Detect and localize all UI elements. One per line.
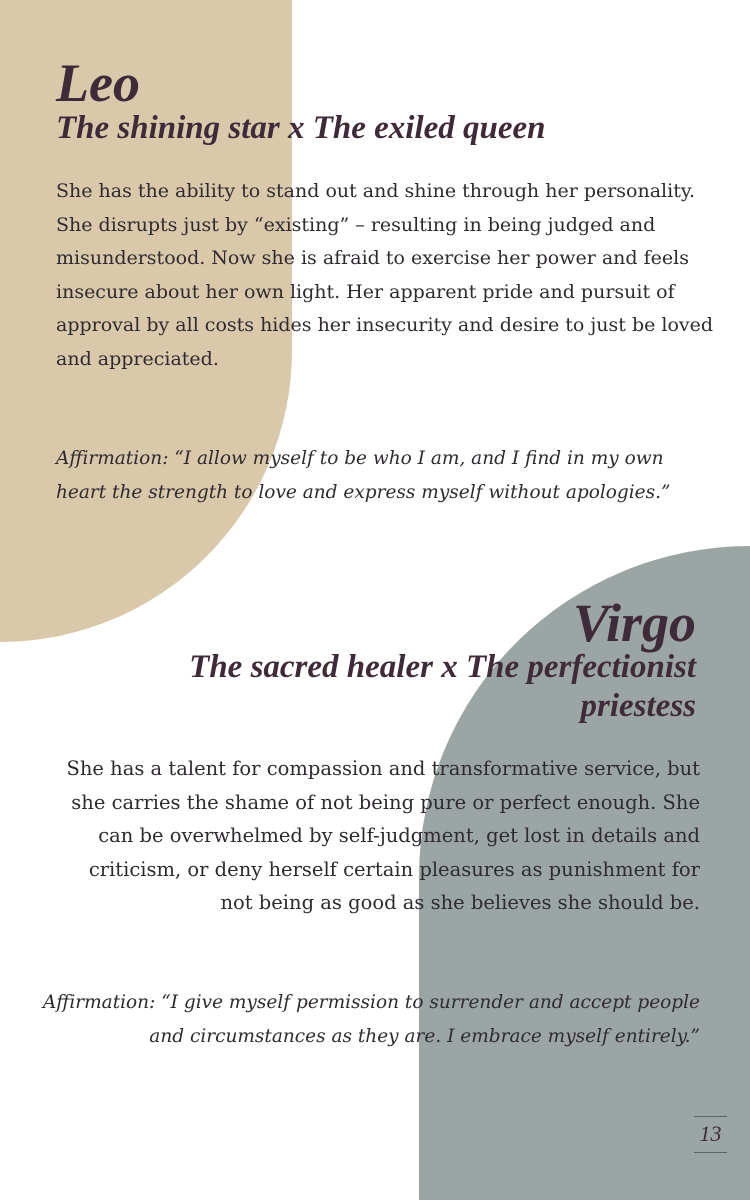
leo-description: She has the ability to stand out and shine through her personality. She disrupts just by “existing” – resulting in being judged and misunderstood. Now she is afraid to exercise her power and feels insecure about her own light. Her apparent pride and pursuit of approval by all costs hides her insecurity and desire to just be loved and appreciated.	[56, 180, 714, 370]
leo-subtitle: The shining star x The exiled queen	[56, 110, 546, 146]
virgo-description: She has a talent for compassion and transformative service, but she carries the shame of not being pure or perfect enough. She can be overwhelmed by self-judgment, get lost in details and criticism, or deny herself certain pleasures as punishment for not being as good as she believes she should be.	[66, 757, 700, 914]
virgo-subtitle: The sacred healer x The perfectionist priestess	[189, 649, 696, 724]
leo-affirmation: Affirmation: “I allow myself to be who I am, and I find in my own heart the strength to love and express myself without apologies.”	[56, 448, 671, 503]
leo-title: Leo	[56, 53, 140, 113]
virgo-affirmation: Affirmation: “I give myself permission to surrender and accept people and circumstances as they are. I embrace myself entirely.”	[42, 992, 700, 1047]
page-number: 13	[694, 1116, 727, 1153]
virgo-title: Virgo	[572, 593, 696, 653]
